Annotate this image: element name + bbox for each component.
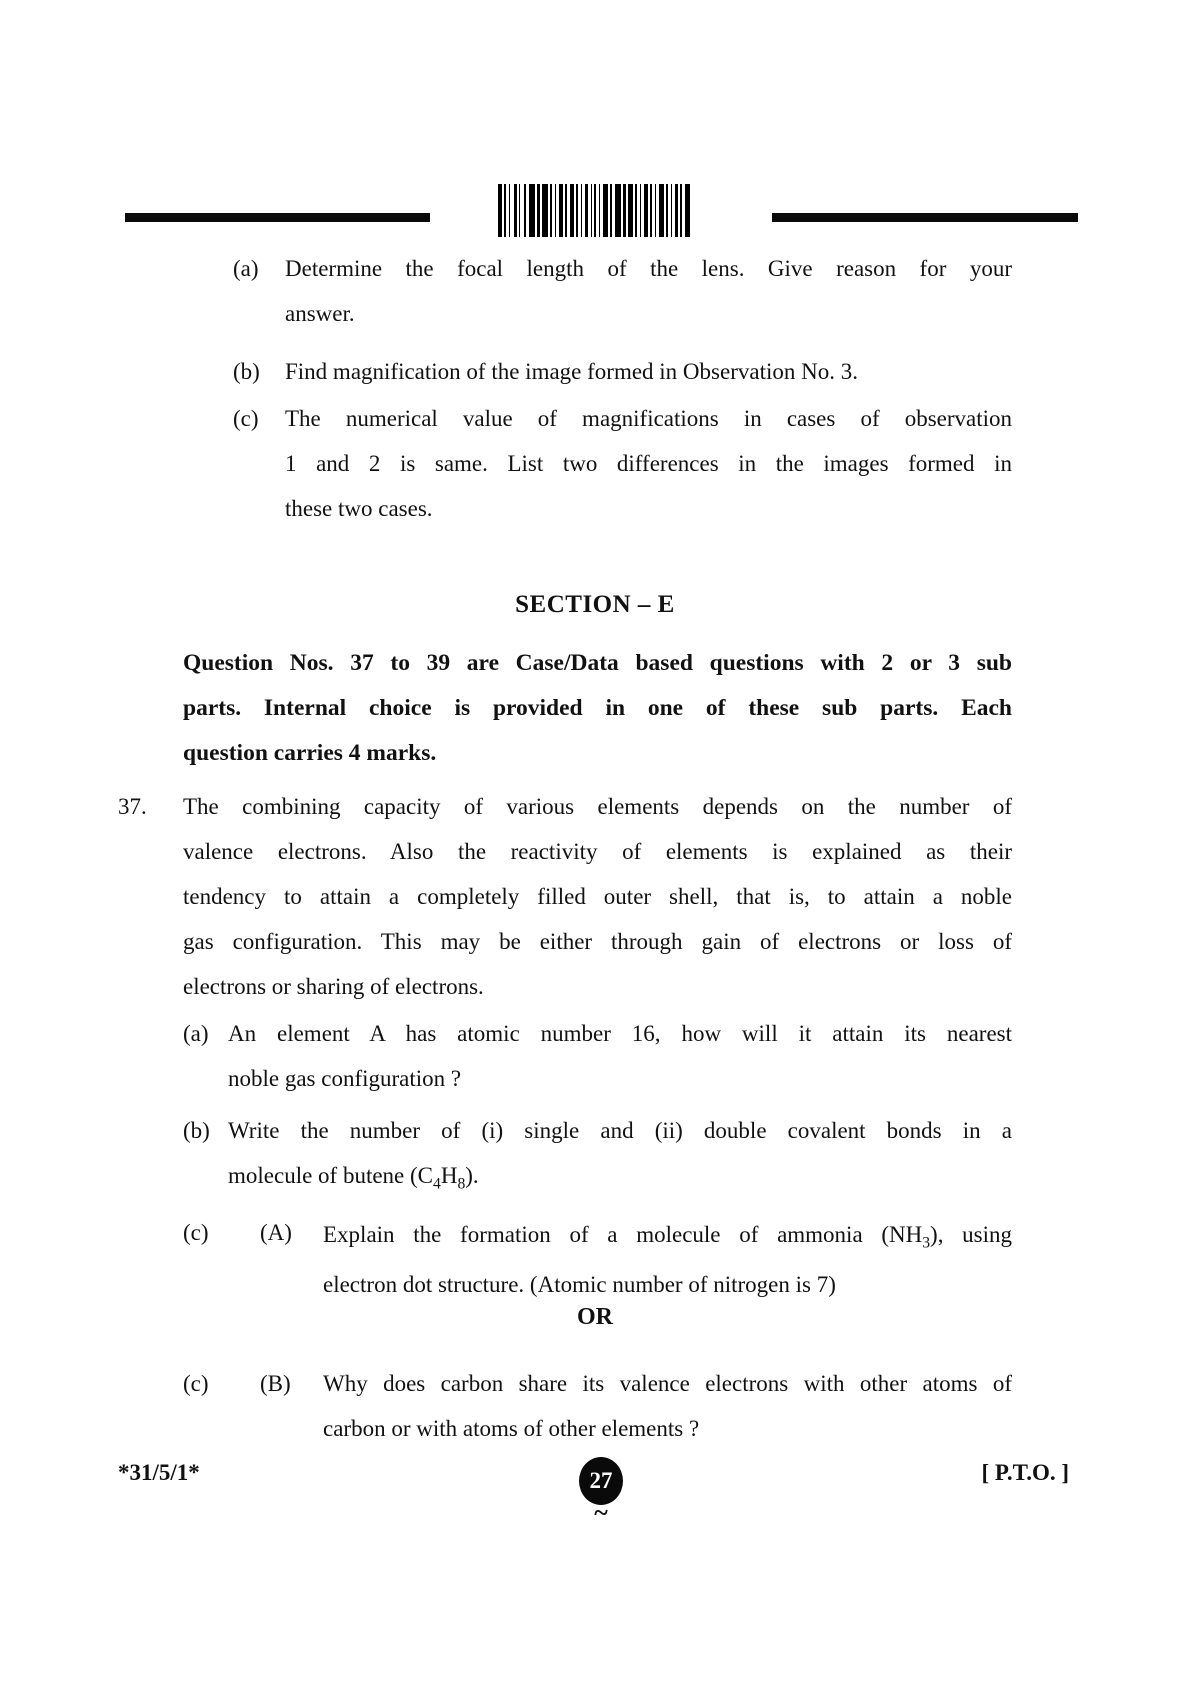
question-37-part-b bbox=[183, 1108, 1012, 1198]
question-37-part-c-option-a bbox=[183, 1210, 1012, 1310]
text-line: Find magnification of the image formed in Observation No. 3. bbox=[285, 359, 858, 384]
part-text bbox=[228, 1011, 1012, 1101]
question-37-stem bbox=[183, 784, 1012, 1009]
part-label: (a) bbox=[183, 1021, 209, 1046]
part-label: (b) bbox=[233, 359, 260, 384]
or-separator: OR bbox=[577, 1304, 613, 1330]
text-line: Explain the formation of a molecule of ammonia $(NH_3)$, using bbox=[323, 1222, 1012, 1252]
text-line: An element A has atomic number 16, how will it attain its nearest bbox=[228, 1021, 1012, 1046]
header-rule-right bbox=[772, 213, 1078, 222]
part-label: (c) bbox=[183, 1220, 209, 1245]
part-text bbox=[285, 349, 1012, 394]
part-label: (b) bbox=[183, 1118, 210, 1143]
text-line: these two cases. bbox=[285, 496, 433, 521]
text-line: 1 and 2 is same. List two differences in the images formed in bbox=[285, 451, 1012, 476]
question-37-part-c-option-b bbox=[183, 1361, 1012, 1451]
page-number: 27 bbox=[589, 1468, 613, 1493]
section-intro bbox=[183, 641, 1012, 776]
part-text bbox=[323, 1361, 1012, 1451]
tilde-mark: ~ bbox=[594, 1498, 608, 1527]
text-line: parts. Internal choice is provided in one of these sub parts. Each bbox=[183, 695, 1012, 721]
text-line: Write the number of (i) single and (ii) double covalent bonds in a bbox=[228, 1118, 1012, 1143]
part-label: (c) bbox=[233, 406, 259, 431]
text-line: The combining capacity of various elements depends on the number of bbox=[183, 794, 1012, 819]
question-36-part-b bbox=[233, 349, 1012, 394]
text-line: Why does carbon share its valence electrons with other atoms of bbox=[323, 1371, 1012, 1396]
section-heading: SECTION – E bbox=[515, 591, 675, 618]
text-line: Determine the focal length of the lens. Give reason for your bbox=[285, 256, 1012, 281]
text-line: tendency to attain a completely filled outer shell, that is, to attain a noble bbox=[183, 884, 1012, 909]
text-line: gas configuration. This may be either through gain of electrons or loss of bbox=[183, 929, 1012, 954]
header-rule-left bbox=[125, 213, 430, 222]
pto-label: [ P.T.O. ] bbox=[981, 1460, 1069, 1485]
text-line: electron dot structure. (Atomic number of nitrogen is 7) bbox=[323, 1272, 836, 1297]
part-label: (a) bbox=[233, 256, 259, 281]
text-line: answer. bbox=[285, 301, 355, 326]
question-37-number: 37. bbox=[118, 794, 147, 819]
part-text bbox=[228, 1108, 1012, 1198]
part-text bbox=[323, 1210, 1012, 1310]
question-37-part-a bbox=[183, 1011, 1012, 1101]
text-line: question carries 4 marks. bbox=[183, 740, 437, 766]
text-line: electrons or sharing of electrons. bbox=[183, 974, 484, 999]
option-label: (A) bbox=[260, 1220, 292, 1245]
question-36-part-a bbox=[233, 246, 1012, 336]
text-line: noble gas configuration ? bbox=[228, 1066, 462, 1091]
paper-code: *31/5/1* bbox=[118, 1460, 200, 1485]
part-text bbox=[285, 246, 1012, 336]
text-line: molecule of butene $(C_4H_8)$. bbox=[228, 1163, 479, 1193]
text-line: Question Nos. 37 to 39 are Case/Data based questions with 2 or 3 sub bbox=[183, 650, 1012, 676]
text-line: valence electrons. Also the reactivity of elements is explained as their bbox=[183, 839, 1012, 864]
option-label: (B) bbox=[260, 1371, 291, 1396]
part-text bbox=[285, 396, 1012, 531]
part-label: (c) bbox=[183, 1371, 209, 1396]
barcode-image bbox=[498, 184, 690, 237]
question-36-part-c bbox=[233, 396, 1012, 531]
text-line: The numerical value of magnifications in cases of observation bbox=[285, 406, 1012, 431]
text-line: carbon or with atoms of other elements ? bbox=[323, 1416, 700, 1441]
